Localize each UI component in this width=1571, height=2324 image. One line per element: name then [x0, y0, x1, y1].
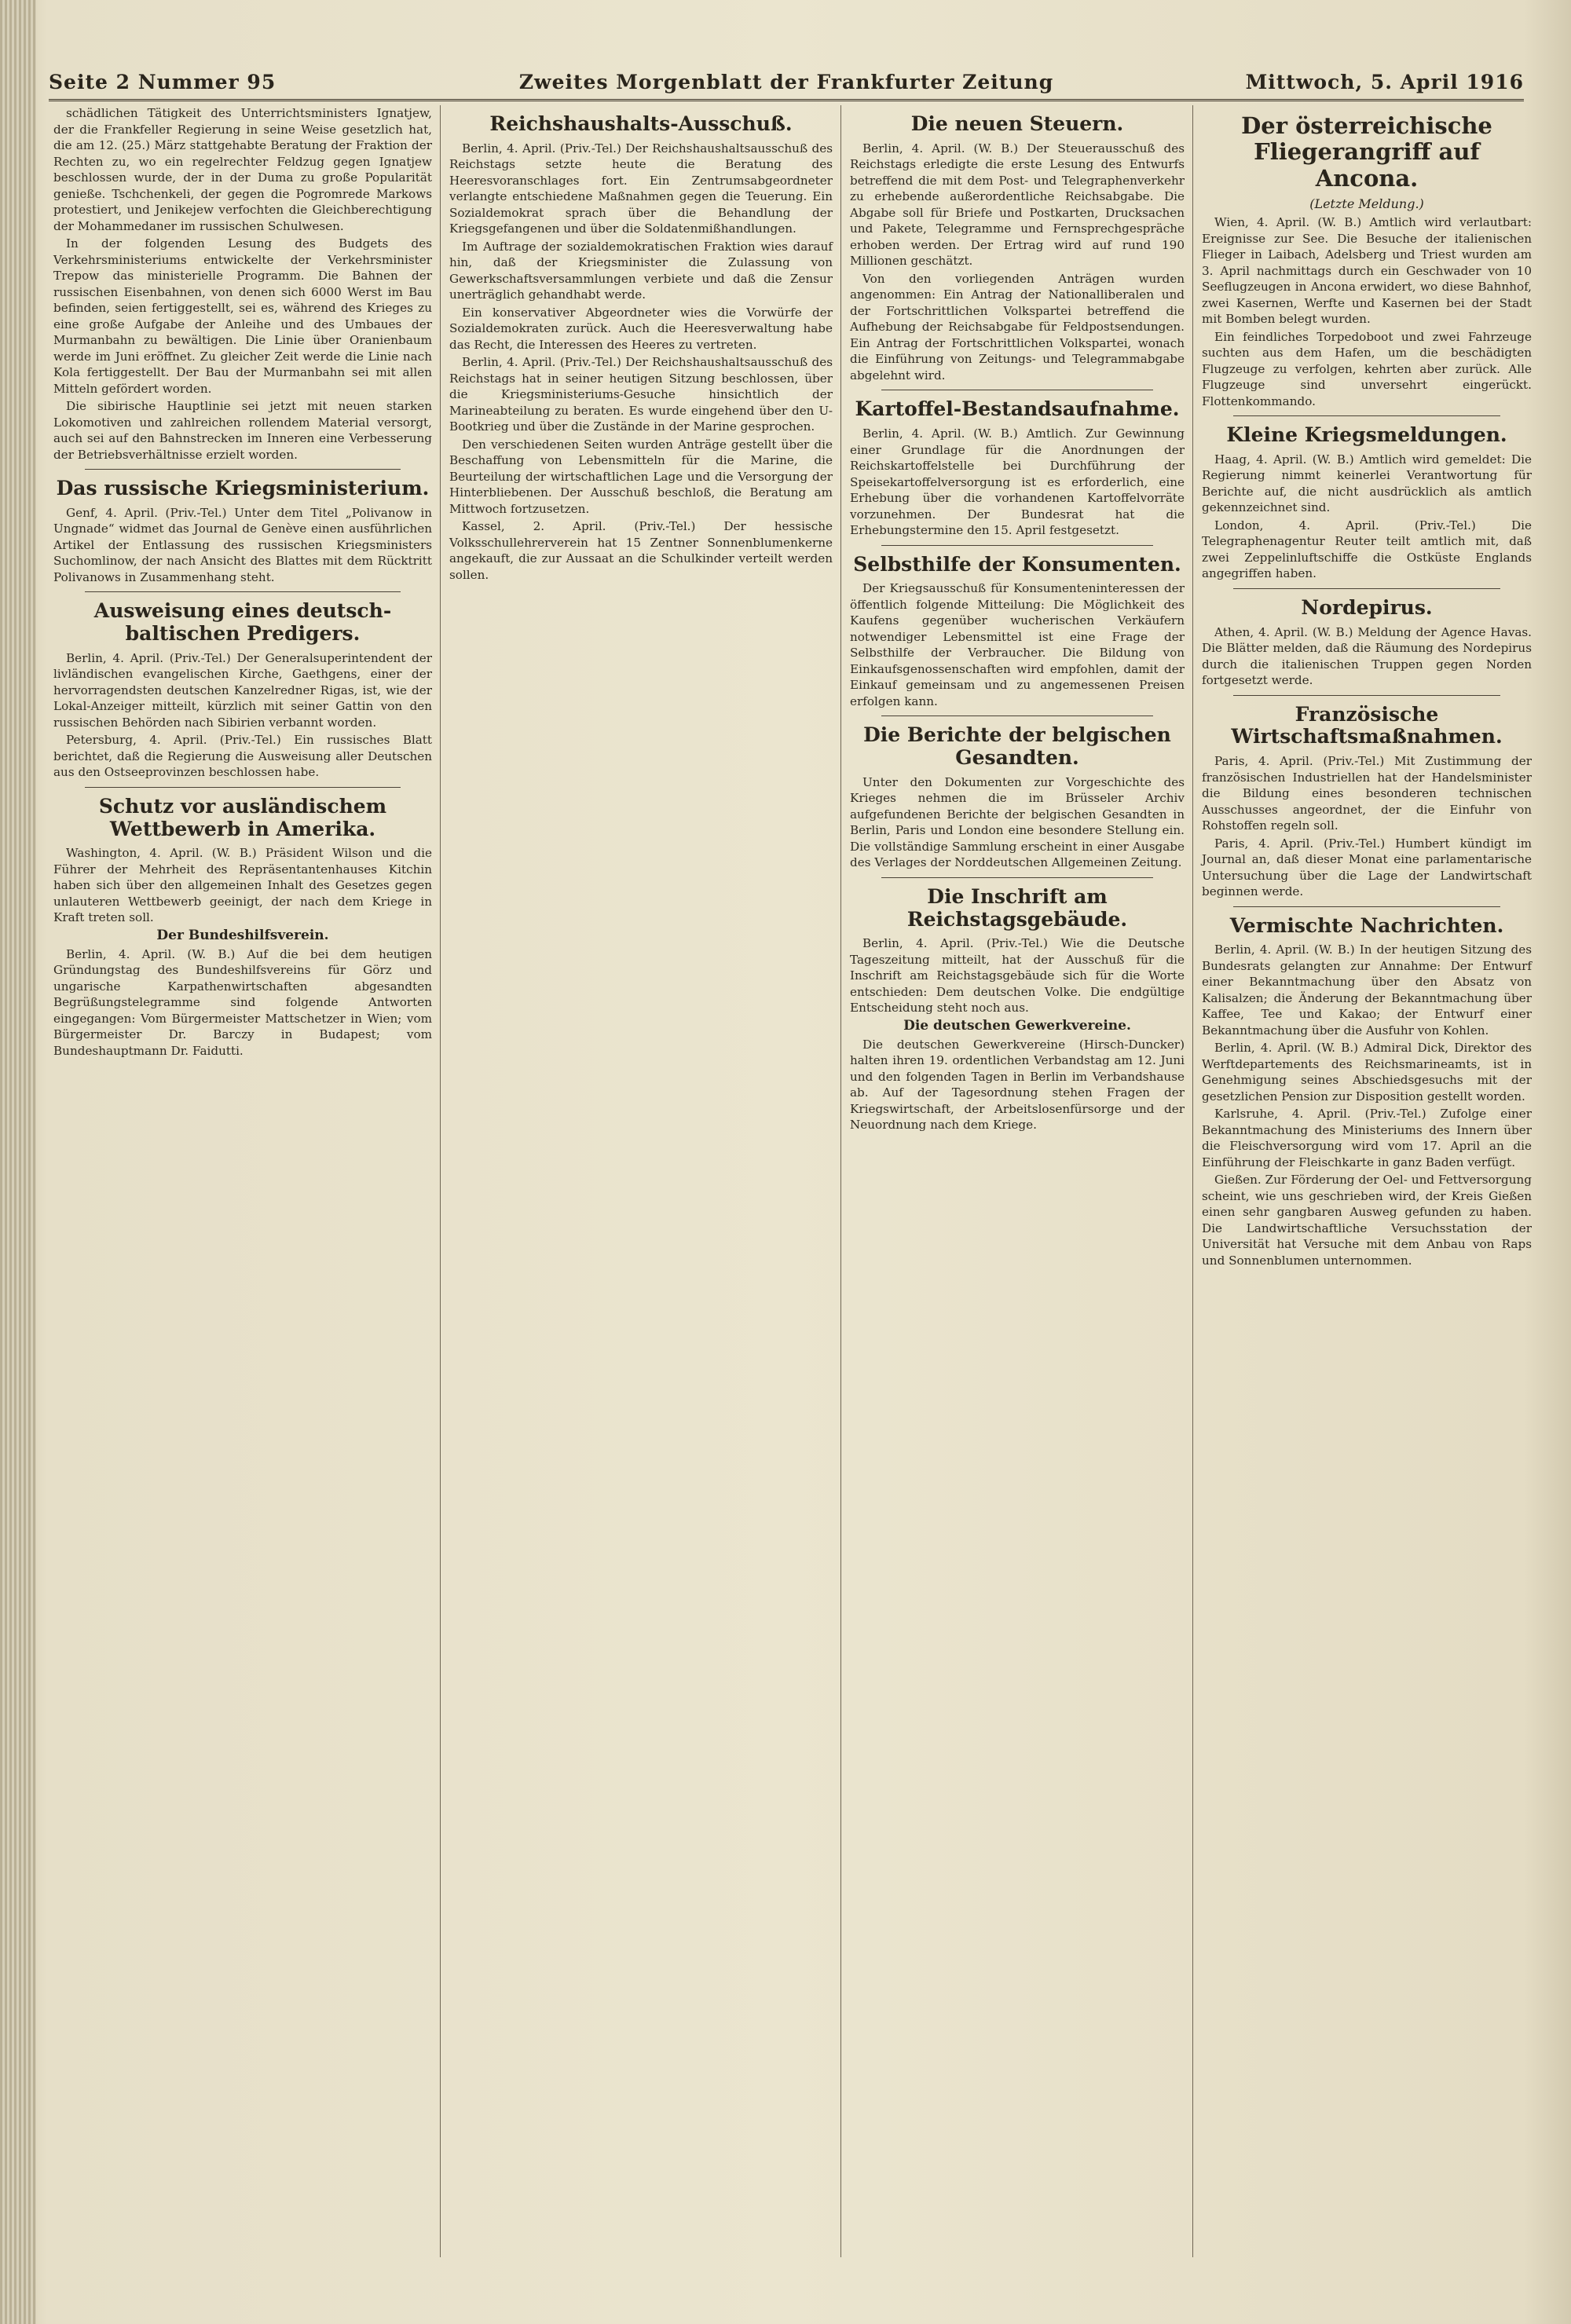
- article-paragraph: Paris, 4. April. (Priv.-Tel.) Humbert kündigt im Journal an, daß dieser Monat eine parlamentarische Untersuchung über die Lage der Landwirtschaft beginnen werde.: [1202, 836, 1532, 899]
- article-headline: Die Berichte der belgischen Gesandten.: [863, 723, 1171, 769]
- article-paragraph: Berlin, 4. April. (Priv.-Tel.) Der Reichshaushaltsausschuß des Reichstags hat in seiner heutigen Sitzung beschlossen, über die Kriegsministeriums-Gesuche hinsichtlich der Marineabteilung zu beraten. Es wurde eingehend über den U-Bootkrieg und über die Zustände in der Marine gesprochen.: [449, 355, 833, 434]
- article-paragraph: Berlin, 4. April. (Priv.-Tel.) Der Reichshaushaltsausschuß des Reichstags setzte heute die Beratung des Heeresvoranschlages fort. Ein Zentrumsabgeordneter verlangte entschiedene Maßnahmen gegen die Teuerung. Ein Sozialdemokrat sprach über die Behandlung der Kriegsgefangenen und über die Soldatenmißhandlungen.: [449, 141, 833, 236]
- section-rule: [881, 877, 1153, 878]
- section-rule: [1233, 906, 1500, 907]
- article-paragraph: Ein feindliches Torpedoboot und zwei Fahrzeuge suchten aus dem Hafen, um die beschädigten Flugzeuge zu verfolgen, kehrten aber zurück. Alle Flugzeuge sind unversehrt eingerückt. Flottenkommando.: [1202, 329, 1532, 408]
- article-headline: Die Inschrift am Reichstagsgebäude.: [906, 884, 1128, 931]
- header-masthead: Zweites Morgenblatt der Frankfurter Zeitung: [518, 71, 1054, 93]
- header-page-number: Seite 2 Nummer 95: [49, 71, 276, 93]
- article-paragraph: Wien, 4. April. (W. B.) Amtlich wird verlautbart: Ereignisse zur See. Die Besuche der italienischen Flieger in Laibach, Adelsberg und Triest wurden am 3. April nachmittags durch ein Geschwader von 10 Seeflugzeugen in Ancona erwidert, wo diese Bahnhof, zwei Kasernen, Werfte und Kasernen bei der Stadt mit Bomben belegt wurden.: [1202, 215, 1532, 327]
- article-paragraph: Der Kriegsausschuß für Konsumenteninteressen der öffentlich folgende Mitteilung: Die Möglichkeit des Kaufens gegenüber wucherischen Verkäufern notwendiger Lebensmittel ist eine Frage der Selbsthilfe der Verbraucher. Die Bildung von Einkaufsgenossenschaften wird empfohlen, damit der Einkauf gemeinsam und zu angemessenen Preisen erfolgen kann.: [850, 581, 1185, 708]
- column-divider: [840, 105, 841, 2257]
- article-paragraph: London, 4. April. (Priv.-Tel.) Die Telegraphenagentur Reuter teilt amtlich mit, daß zwei Zeppelinluftschiffe die Ostküste Englands angegriffen haben.: [1202, 518, 1532, 581]
- article-paragraph: Berlin, 4. April. (W. B.) Der Steuerausschuß des Reichstags erledigte die erste Lesung des Entwurfs betreffend die mit dem Post- und Telegraphenverkehr zu erhebende außerordentliche Reichsabgabe. Die Abgabe soll für Briefe und Postkarten, Drucksachen und Pakete, Telegramme und Fernsprechgespräche erhoben werden. Der Ertrag wird auf rund 190 Millionen geschätzt.: [850, 141, 1185, 269]
- article-paragraph: Die deutschen Gewerkvereine (Hirsch-Duncker) halten ihren 19. ordentlichen Verbandstag am 12. Juni und den folgenden Tagen in Berlin im Verbandshause ab. Auf der Tagesordnung stehen Fragen der Kriegswirtschaft, der Arbeitslosenfürsorge und der Neuordnung nach dem Kriege.: [850, 1037, 1185, 1133]
- article-headline: Schutz vor ausländischem Wettbewerb in Amerika.: [98, 794, 387, 840]
- article-headline: Selbsthilfe der Konsumenten.: [853, 552, 1181, 576]
- article-headline: Kleine Kriegsmeldungen.: [1226, 423, 1507, 447]
- article-paragraph: schädlichen Tätigkeit des Unterrichtsministers Ignatjew, der die Frankfeller Regierung in seine Weise gesetzlich hat, die am 12. (25.) März stattgehabte Beratung der Fraktion der Rechten zu, wo ein regelrechter Feldzug gegen Ignatjew beschlossen wurde, der in der Duma zu große Popularität genieße. Tschchenkeli, der gegen die Pogromrede Markows protestiert, und Jenikejew verfochten die Gleichberechtigung der Mohammedaner im russischen Schulwesen.: [53, 106, 432, 233]
- article-paragraph: Im Auftrage der sozialdemokratischen Fraktion wies darauf hin, daß der Kriegsminister die Zulassung von Gewerkschaftsversammlungen verbiete und daß die Zensur unerträglich gehandhabt werde.: [449, 239, 833, 302]
- header-date: Mittwoch, 5. April 1916: [1245, 71, 1524, 93]
- article-headline: Französische Wirtschaftsmaßnahmen.: [1231, 702, 1503, 748]
- article-paragraph: Genf, 4. April. (Priv.-Tel.) Unter dem Titel „Polivanow in Ungnade“ widmet das Journal de Genève einen ausführlichen Artikel der Entlassung des russischen Kriegsministers Suchomlinow, der nach Ansicht des Blattes mit dem Rücktritt Polivanows in Zusammenhang steht.: [53, 505, 432, 584]
- article-paragraph: Unter den Dokumenten zur Vorgeschichte des Krieges nehmen die im Brüsseler Archiv aufgefundenen Berichte der belgischen Gesandten in Berlin, Paris und London eine besondere Stellung ein. Die vollständige Sammlung erscheint in einer Ausgabe des Verlages der Norddeutschen Allgemeinen Zeitung.: [850, 774, 1185, 870]
- section-rule: [1233, 695, 1500, 696]
- article-paragraph: Haag, 4. April. (W. B.) Amtlich wird gemeldet: Die Regierung nimmt keinerlei Verantwortung für Berichte auf, die nicht ausdrücklich als amtlich gekennzeichnet sind.: [1202, 452, 1532, 515]
- section-rule: [85, 787, 401, 788]
- column-3: [842, 105, 1192, 2249]
- article-subheading: Die deutschen Gewerkvereine.: [903, 1017, 1131, 1034]
- article-paragraph: Paris, 4. April. (Priv.-Tel.) Mit Zustimmung der französischen Industriellen hat der Handelsminister die Bildung eines besonderen technischen Ausschusses angeordnet, der die Einfuhr von Rohstoffen regeln soll.: [1202, 754, 1532, 833]
- article-paragraph: Berlin, 4. April. (Priv.-Tel.) Wie die Deutsche Tageszeitung mitteilt, hat der Ausschuß für die Inschrift am Reichstagsgebäude sich für die Worte entschieden: Dem deutschen Volke. Die endgültige Entscheidung steht noch aus.: [850, 936, 1185, 1016]
- article-headline: Der österreichische Fliegerangriff auf Ancona.: [1241, 112, 1492, 192]
- column-divider: [440, 105, 441, 2257]
- article-headline: Die neuen Steuern.: [910, 112, 1124, 135]
- article-paragraph: Petersburg, 4. April. (Priv.-Tel.) Ein russisches Blatt berichtet, daß die Regierung die Ausweisung aller Deutschen aus den Ostseeprovinzen beschlossen habe.: [53, 733, 432, 780]
- article-paragraph: Berlin, 4. April. (Priv.-Tel.) Der Generalsuperintendent der livländischen evangelischen Kirche, Gaethgens, einer der hervorragendsten deutschen Kanzelredner Rigas, ist, wie der Lokal-Anzeiger mitteilt, kürzlich mit seiner Gattin von den russischen Behörden nach Sibirien verbannt worden.: [53, 650, 432, 730]
- article-headline: Vermischte Nachrichten.: [1229, 913, 1504, 937]
- section-rule: [1233, 588, 1500, 589]
- article-kicker: (Letzte Meldung.): [1309, 196, 1424, 212]
- article-paragraph: Die sibirische Hauptlinie sei jetzt mit neuen starken Lokomotiven und zahlreichen rollendem Material versorgt, auch sei auf den Bahnstrecken im Inneren eine Verbesserung der Betriebsverhältnisse erzielt worden.: [53, 399, 432, 462]
- column-1: [46, 105, 440, 2249]
- column-2: [441, 105, 840, 2249]
- article-headline: Das russische Kriegsministerium.: [56, 477, 430, 500]
- article-paragraph: Kassel, 2. April. (Priv.-Tel.) Der hessische Volksschullehrerverein hat 15 Zentner Sonnenblumenkerne angekauft, die zur Aussaat an die Schulkinder verteilt werden sollen.: [449, 519, 833, 582]
- article-paragraph: Gießen. Zur Förderung der Oel- und Fettversorgung scheint, wie uns geschrieben wird, der Kreis Gießen einen sehr gangbaren Ausweg gefunden zu haben. Die Landwirtschaftliche Versuchsstation der Universität hat Versuche mit dem Anbau von Raps und Sonnenblumen unternommen.: [1202, 1173, 1532, 1268]
- article-paragraph: Berlin, 4. April. (W. B.) Amtlich. Zur Gewinnung einer Grundlage für die Anordnungen der Reichskartoffelstelle bei Durchführung der Speisekartoffelversorgung ist es erforderlich, eine Erhebung über die vorhandenen Kartoffelvorräte vorzunehmen. Der Bundesrat hat die Erhebungstermine den 15. April festgesetzt.: [850, 426, 1185, 537]
- article-paragraph: Washington, 4. April. (W. B.) Präsident Wilson und die Führer der Mehrheit des Repräsentantenhauses Kitchin haben sich über den allgemeinen Inhalt des Gesetzes gegen unlauteren Wettbewerb geeinigt, der nach dem Kriege in Kraft treten soll.: [53, 846, 432, 925]
- article-paragraph: Karlsruhe, 4. April. (Priv.-Tel.) Zufolge einer Bekanntmachung des Ministeriums des Innern über die Fleischversorgung wird vom 17. April an die Einführung der Fleischkarte in ganz Baden verfügt.: [1202, 1107, 1532, 1169]
- section-rule: [881, 715, 1153, 716]
- section-rule: [881, 545, 1153, 546]
- section-rule: [85, 591, 401, 592]
- section-rule: [85, 469, 401, 470]
- article-headline: Kartoffel-Bestandsaufnahme.: [855, 397, 1180, 421]
- article-headline: Reichshaushalts-Ausschuß.: [489, 112, 793, 135]
- section-rule: [1233, 415, 1500, 416]
- article-headline: Nordepirus.: [1301, 595, 1433, 619]
- article-paragraph: Athen, 4. April. (W. B.) Meldung der Agence Havas. Die Blätter melden, daß die Räumung des Nordepirus durch die italienischen Truppen gegen Norden fortgesetzt werde.: [1202, 624, 1532, 688]
- article-paragraph: Berlin, 4. April. (W. B.) Admiral Dick, Direktor des Werftdepartements des Reichsmarineamts, ist in Genehmigung seines Abschiedsgesuchs mit der gesetzlichen Pension zur Disposition gestellt worden.: [1202, 1041, 1532, 1103]
- article-paragraph: Den verschiedenen Seiten wurden Anträge gestellt über die Beschaffung von Lebensmitteln für die Marine, die Beurteilung der wirtschaftlichen Lage und die Versorgung der Hinterbliebenen. Der Ausschuß beschloß, die Beratung am Mittwoch fortzusetzen.: [449, 437, 833, 516]
- column-4: [1194, 105, 1540, 2249]
- page-header: [49, 68, 1524, 101]
- article-paragraph: Berlin, 4. April. (W. B.) In der heutigen Sitzung des Bundesrats gelangten zur Annahme: Der Entwurf einer Bekanntmachung über den Absatz von Kalisalzen; die Änderung der Bekanntmachung über Kaffee, Tee und Kakao; der Entwurf einer Bekanntmachung über die Ausfuhr von Kohlen.: [1202, 942, 1532, 1038]
- column-divider: [1192, 105, 1193, 2257]
- article-headline: Ausweisung eines deutsch-baltischen Predigers.: [93, 599, 392, 645]
- article-paragraph: Berlin, 4. April. (W. B.) Auf die bei dem heutigen Gründungstag des Bundeshilfsvereins für Görz und ungarische Karpathenwirtschaften abgesandten Begrüßungstelegramme sind folgende Antworten eingegangen: Vom Bürgermeister Mattschetzer in Wien; vom Bürgermeister Dr. Barczy in Budapest; vom Bundeshauptmann Dr. Faidutti.: [53, 946, 432, 1058]
- article-subheading: Der Bundeshilfsverein.: [156, 927, 329, 943]
- article-paragraph: Von den vorliegenden Anträgen wurden angenommen: Ein Antrag der Nationalliberalen und der Fortschrittlichen Volkspartei betreffend die Aufhebung der Reichsabgabe für Feldpostsendungen. Ein Antrag der Fortschrittlichen Volkspartei, wonach die Einführung von Zeitungs- und Telegrammabgabe abgelehnt wird.: [850, 271, 1185, 382]
- page-binding-edge: [0, 0, 36, 2324]
- article-paragraph: In der folgenden Lesung des Budgets des Verkehrsministeriums entwickelte der Verkehrsminister Trepow das ministerielle Programm. Die Bahnen der russischen Eisenbahnen, von denen sich 6000 Werst im Bau befinden, seien fertiggestellt, sei es, während des Krieges zu eine große Aufgabe der Anleihe und des Umbaues der Murmanbahn zu bewältigen. Die Linie über Oranienbaum werde im Juni eröffnet. Zu gleicher Zeit werde die Linie nach Kola fertiggestellt. Der Bau der Murmanbahn sei mit allen Mitteln gefördert worden.: [53, 236, 432, 396]
- article-paragraph: Ein konservativer Abgeordneter wies die Vorwürfe der Sozialdemokraten zurück. Auch die Heeresverwaltung habe das Recht, die Interessen des Heeres zu vertreten.: [449, 305, 833, 352]
